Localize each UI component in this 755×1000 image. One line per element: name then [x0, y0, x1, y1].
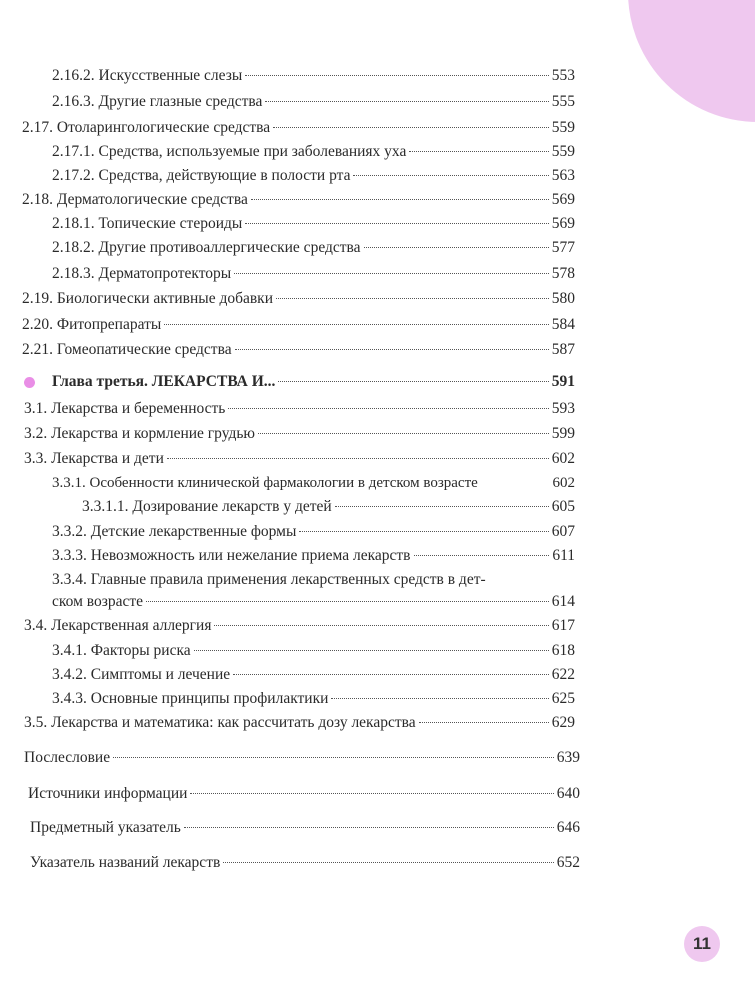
toc-entry[interactable] [22, 289, 575, 309]
toc-entry-page: 587 [551, 341, 575, 358]
dot-leader [335, 506, 549, 507]
toc-entry-title: 2.18.2. Другие противоаллергические средства [52, 239, 361, 256]
toc-entry[interactable] [52, 546, 575, 566]
toc-entry-title: Предметный указатель [30, 819, 181, 836]
toc-entry-page: 602 [551, 450, 575, 467]
toc-entry-page: 605 [551, 498, 575, 515]
toc-entry-page: 593 [551, 400, 575, 417]
toc-entry[interactable] [22, 340, 575, 360]
toc-entry-title: 3.4.3. Основные принципы профилактики [52, 690, 329, 707]
toc-entry[interactable] [52, 473, 575, 493]
toc-entry[interactable] [52, 92, 575, 112]
toc-entry[interactable] [52, 238, 575, 258]
toc-entry-title: Глава третья. ЛЕКАРСТВА И... [52, 373, 276, 390]
toc-entry-title: 3.4. Лекарственная аллергия [24, 617, 212, 634]
toc-entry-page: 618 [551, 642, 575, 659]
toc-entry-page: 611 [552, 547, 575, 564]
toc-entry[interactable] [24, 424, 575, 444]
toc-entry[interactable] [30, 853, 580, 873]
toc-entry-title: 2.16.2. Искусственные слезы [52, 67, 243, 84]
toc-entry-title: 3.5. Лекарства и математика: как рассчитать дозу лекарства [24, 714, 416, 731]
dot-leader [273, 127, 549, 128]
toc-entry[interactable] [52, 66, 575, 86]
toc-entry-title: 2.17.1. Средства, используемые при заболеваниях уха [52, 143, 407, 160]
toc-entry-title: 3.3.1.1. Дозирование лекарств у детей [82, 498, 332, 515]
toc-entry-title: 3.1. Лекарства и беременность [24, 400, 226, 417]
dot-leader [258, 433, 549, 434]
toc-entry-page: 640 [556, 785, 580, 802]
dot-leader [251, 199, 549, 200]
toc-entry-title: 2.19. Биологически активные добавки [22, 290, 273, 307]
toc-entry-title: 3.2. Лекарства и кормление грудью [24, 425, 256, 442]
toc-entry-page: 580 [551, 290, 575, 307]
toc-entry-title: Источники информации [28, 785, 188, 802]
toc-entry[interactable] [22, 315, 575, 335]
toc-entry-title: 3.3.3. Невозможность или нежелание приема лекарств [52, 547, 411, 564]
dot-leader [245, 223, 548, 224]
toc-entry[interactable] [52, 689, 575, 709]
toc-entry[interactable] [24, 616, 575, 636]
toc-entry[interactable] [24, 748, 580, 768]
dot-leader [419, 722, 549, 723]
toc-entry-page: 652 [556, 854, 580, 871]
toc-entry[interactable] [52, 166, 575, 186]
dot-leader [481, 482, 550, 483]
toc-chapter-entry[interactable] [52, 372, 575, 392]
dot-leader [364, 247, 549, 248]
dot-leader [167, 458, 549, 459]
toc-entry-page: 625 [551, 690, 575, 707]
toc-entry[interactable] [52, 264, 575, 284]
toc-entry-page: 569 [551, 191, 575, 208]
dot-leader [276, 298, 549, 299]
dot-leader [353, 175, 548, 176]
dot-leader [146, 601, 549, 602]
toc-entry-title: 2.20. Фитопрепараты [22, 316, 162, 333]
toc-entry[interactable] [22, 118, 575, 138]
dot-leader [190, 793, 553, 794]
toc-entry-page: 563 [551, 167, 575, 184]
toc-entry-title: 2.17. Отоларингологические средства [22, 119, 271, 136]
toc-entry-page: 607 [551, 523, 575, 540]
toc-entry-title: 2.17.2. Средства, действующие в полости рта [52, 167, 351, 184]
dot-leader [184, 827, 554, 828]
toc-entry-page: 591 [551, 373, 575, 390]
toc-entry[interactable] [52, 592, 575, 612]
toc-entry-title: 3.3.1. Особенности клинической фармакологии в детском возрасте [52, 475, 478, 491]
toc-entry[interactable] [52, 522, 575, 542]
toc-entry[interactable] [82, 497, 575, 517]
chapter-bullet-icon [24, 377, 35, 388]
toc-entry-page: 553 [551, 67, 575, 84]
dot-leader [409, 151, 548, 152]
toc-entry-title: 3.4.1. Факторы риска [52, 642, 191, 659]
dot-leader [228, 408, 548, 409]
toc-entry-page: 559 [551, 119, 575, 136]
toc-entry-page: 578 [551, 265, 575, 282]
toc-entry-title: ском возрасте [52, 593, 144, 610]
toc-entry-page: 614 [551, 593, 575, 610]
toc-entry[interactable] [52, 142, 575, 162]
dot-leader [194, 650, 549, 651]
toc-entry-page: 584 [551, 316, 575, 333]
toc-entry[interactable] [52, 641, 575, 661]
dot-leader [265, 101, 548, 102]
dot-leader [113, 757, 554, 758]
dot-leader [278, 381, 548, 382]
toc-entry-page: 577 [551, 239, 575, 256]
toc-entry-page: 559 [551, 143, 575, 160]
toc-entry-title: Указатель названий лекарств [30, 854, 221, 871]
toc-entry[interactable] [52, 665, 575, 685]
dot-leader [235, 349, 549, 350]
toc-entry-page: 622 [551, 666, 575, 683]
toc-entry-title: 2.21. Гомеопатические средства [22, 341, 232, 358]
dot-leader [223, 862, 553, 863]
toc-entry[interactable] [30, 818, 580, 838]
toc-entry-title: 2.16.3. Другие глазные средства [52, 93, 263, 110]
dot-leader [234, 273, 549, 274]
toc-entry[interactable] [28, 784, 580, 804]
dot-leader [414, 555, 550, 556]
toc-entry-title: 3.3. Лекарства и дети [24, 450, 164, 467]
toc-entry[interactable] [22, 190, 575, 210]
dot-leader [299, 531, 548, 532]
toc-entry[interactable] [24, 713, 575, 733]
toc-entry-title-line1: 3.3.4. Главные правила применения лекарственных средств в дет- [52, 571, 486, 588]
toc-entry[interactable] [24, 399, 575, 419]
toc-entry-page: 646 [556, 819, 580, 836]
toc-entry-page: 555 [551, 93, 575, 110]
toc-entry-title: 2.18. Дерматологические средства [22, 191, 248, 208]
dot-leader [164, 324, 548, 325]
toc-entry-page: 569 [551, 215, 575, 232]
toc-entry-page: 639 [556, 749, 580, 766]
toc-entry-title: 2.18.3. Дерматопротекторы [52, 265, 232, 282]
dot-leader [214, 625, 548, 626]
toc-entry-page: 599 [551, 425, 575, 442]
toc-entry-page: 617 [551, 617, 575, 634]
dot-leader [331, 698, 548, 699]
toc-entry-title: 2.18.1. Топические стероиды [52, 215, 243, 232]
toc-entry[interactable] [24, 449, 575, 469]
toc-entry[interactable] [52, 214, 575, 234]
dot-leader [233, 674, 549, 675]
toc-entry-title: 3.4.2. Симптомы и лечение [52, 666, 231, 683]
toc-entry-page: 602 [552, 475, 575, 491]
toc-entry-title: 3.3.2. Детские лекарственные формы [52, 523, 297, 540]
page-number-badge: 11 [684, 926, 720, 962]
toc-entry-title: Послесловие [24, 749, 111, 766]
dot-leader [245, 75, 548, 76]
toc-entry-page: 629 [551, 714, 575, 731]
